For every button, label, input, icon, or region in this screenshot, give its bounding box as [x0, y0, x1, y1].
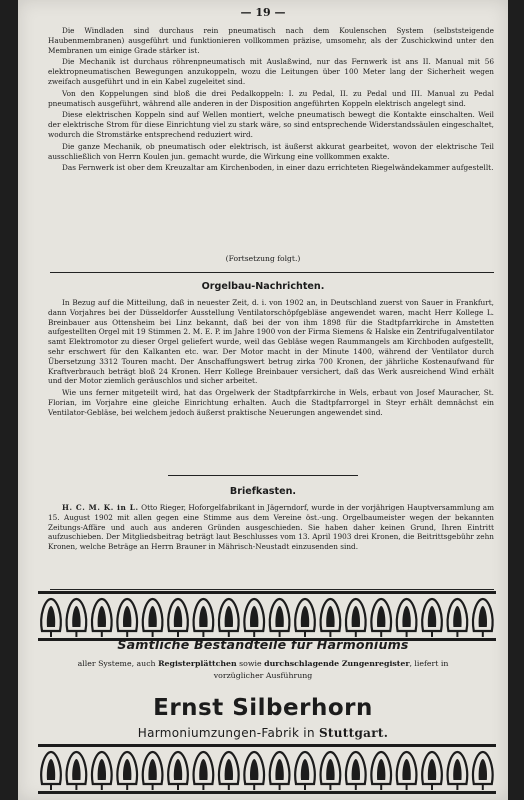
- page-number: — 19 —: [240, 6, 286, 19]
- continuation-note: (Fortsetzung folgt.): [225, 254, 301, 263]
- paragraph: Die Windladen sind durchaus rein pneumatisch nach dem Koulenschen System (selbststeigende Haubenmembranen) ausgeführt und funktionieren vollkommen präzise, umsomehr, als der Zuschickwind unter den Membranen um einige Grade stärker ist.: [48, 26, 494, 55]
- advert-city: Stuttgart.: [318, 726, 389, 740]
- document-page: [18, 0, 508, 800]
- ornamental-frieze-bottom: [38, 744, 496, 794]
- advert-text: , liefert in: [409, 659, 449, 668]
- paragraph: [48, 503, 494, 552]
- paragraph: Die Mechanik ist durchaus röhrenpneumatisch mit Auslaßwind, nur das Fernwerk ist ans II. Manual mit 56 elektropneumatischen Bewegungen anzukoppeln, wozu die Leitungen über 100 Meter lang der Sicherheit wegen zweifach ausgeführt und in ein Kabel zugeleitet sind.: [48, 57, 494, 86]
- news-heading: Orgelbau-Nachrichten.: [201, 281, 325, 292]
- section-divider: [50, 272, 494, 273]
- addressee: H. C. M. K. in L.: [62, 503, 139, 512]
- paragraph: Diese elektrischen Koppeln sind auf Wellen montiert, welche pneumatisch bewegt die Kontakte einschalten. Weil der elektrische Strom für diese Einrichtung viel zu stark wäre, so sind entsprechende Widerstandssäulen eingeschaltet, wodurch die Stromstärke entsprechend reduziert wird.: [48, 110, 494, 139]
- paragraph: Die ganze Mechanik, ob pneumatisch oder elektrisch, ist äußerst akkurat gearbeitet, wovon der elektrische Teil ausschließlich von Herrn Koulen jun. gemacht wurde, die Wirkung eine vollkommen exakte.: [48, 141, 494, 161]
- ornamental-frieze-top: [38, 591, 496, 641]
- frieze-ornament: [38, 591, 496, 641]
- article-continuation: [48, 26, 494, 175]
- news-body: [48, 298, 494, 420]
- letters-heading: Briefkasten.: [229, 486, 297, 497]
- advert-text: aller Systeme, auch: [77, 659, 159, 668]
- advert-description: [18, 658, 508, 682]
- paragraph: Von den Koppelungen sind bloß die drei Pedalkoppeln: I. zu Pedal, II. zu Pedal und III. Manual zu Pedal pneumatisch ausgeführt, während alle anderen in der Disposition angeführten Koppeln elektrisch angelegt sind.: [48, 88, 494, 108]
- letter-text: Otto Rieger, Hoforgelfabrikant in Jägerndorf, wurde in der vorjährigen Hauptversammlung am 15. August 1902 mit allen gegen eine Stimme aus dem Vereine öst.-ung. Orgelbaumeister wegen der bekannten Zeitungs-Affäre und auch aus anderen Gründen ausgeschieden. Sie haben daher keinen Grund, Ihren Eintritt aufzuschieben. Der Mitgliedsbeitrag beträgt laut Beschlusses vom 13. April 1903 drei Kronen, die Beitrittsgebühr zehn Kronen, welche Beträge an Herrn Brauner in Mährisch-Neustadt einzusenden sind.: [48, 503, 494, 552]
- advert-text: vorzüglicher Ausführung: [213, 671, 313, 680]
- advert-text: Harmoniumzungen-Fabrik in: [137, 726, 319, 740]
- advert-company-name: Ernst Silberhorn: [153, 695, 373, 721]
- paragraph: Das Fernwerk ist ober dem Kreuzaltar am Kirchenboden, in einer dazu errichteten Riegelwändekammer aufgestellt.: [62, 163, 494, 173]
- short-divider: [168, 475, 358, 476]
- advert-company-sub: [18, 726, 508, 740]
- paragraph: In Bezug auf die Mitteilung, daß in neuester Zeit, d. i. von 1902 an, in Deutschland zuerst von Sauer in Frankfurt, dann Vorjahres bei der Düsseldorfer Ausstellung Ventilatorschöpfgebläse angewendet waren, macht Herr Kollege L. Breinbauer aus Ottensheim bei Linz bekannt, daß bei der von ihm 1898 für die Stadtpfarrkirche in Amstetten aufgestellten Orgel mit 19 Stimmen 2. M. E. P. im Jahre 1900 von der Firma Siemens & Halske ein Zentrifugalventilator samt Elektromotor zu dieser Orgel geliefert wurde, weil das Gebläse wegen Raummangels am Kirchboden aufgestellt, sehr erschwert für den Kalkanten etc. war. Der Motor macht in der Minute 1400, während der Ventilator durch Übersetzung 3312 Touren macht. Der Anschaffungswert betrug zirka 700 Kronen, der jährliche Kostenaufwand für Kraftverbrauch beträgt bloß 24 Kronen. Herr Kollege Breinbauer versichert, daß das Werk ausreichend Wind erhält und der Motor ziemlich geräuschlos und sicher arbeitet.: [48, 298, 494, 386]
- advert-text: sowie: [236, 659, 265, 668]
- paragraph: Wie uns ferner mitgeteilt wird, hat das Orgelwerk der Stadtpfarrkirche in Wels, erbaut von Josef Mauracher, St. Florian, im Vorjahre eine gleiche Einrichtung erhalten. Auch die Stadtpfarrorgel in Steyr erhält demnächst ein Ventilator-Gebläse, bei welchem jedoch äußerst praktische Neuerungen angewendet sind.: [48, 388, 494, 417]
- letters-body: [48, 503, 494, 554]
- advert-text: Registerplättchen: [158, 659, 237, 668]
- frieze-ornament: [38, 744, 496, 794]
- advert-text: durchschlagende Zungenregister: [264, 659, 410, 668]
- advert-headline: Sämtliche Bestandteile für Harmoniums: [117, 637, 409, 652]
- section-divider: [50, 589, 494, 590]
